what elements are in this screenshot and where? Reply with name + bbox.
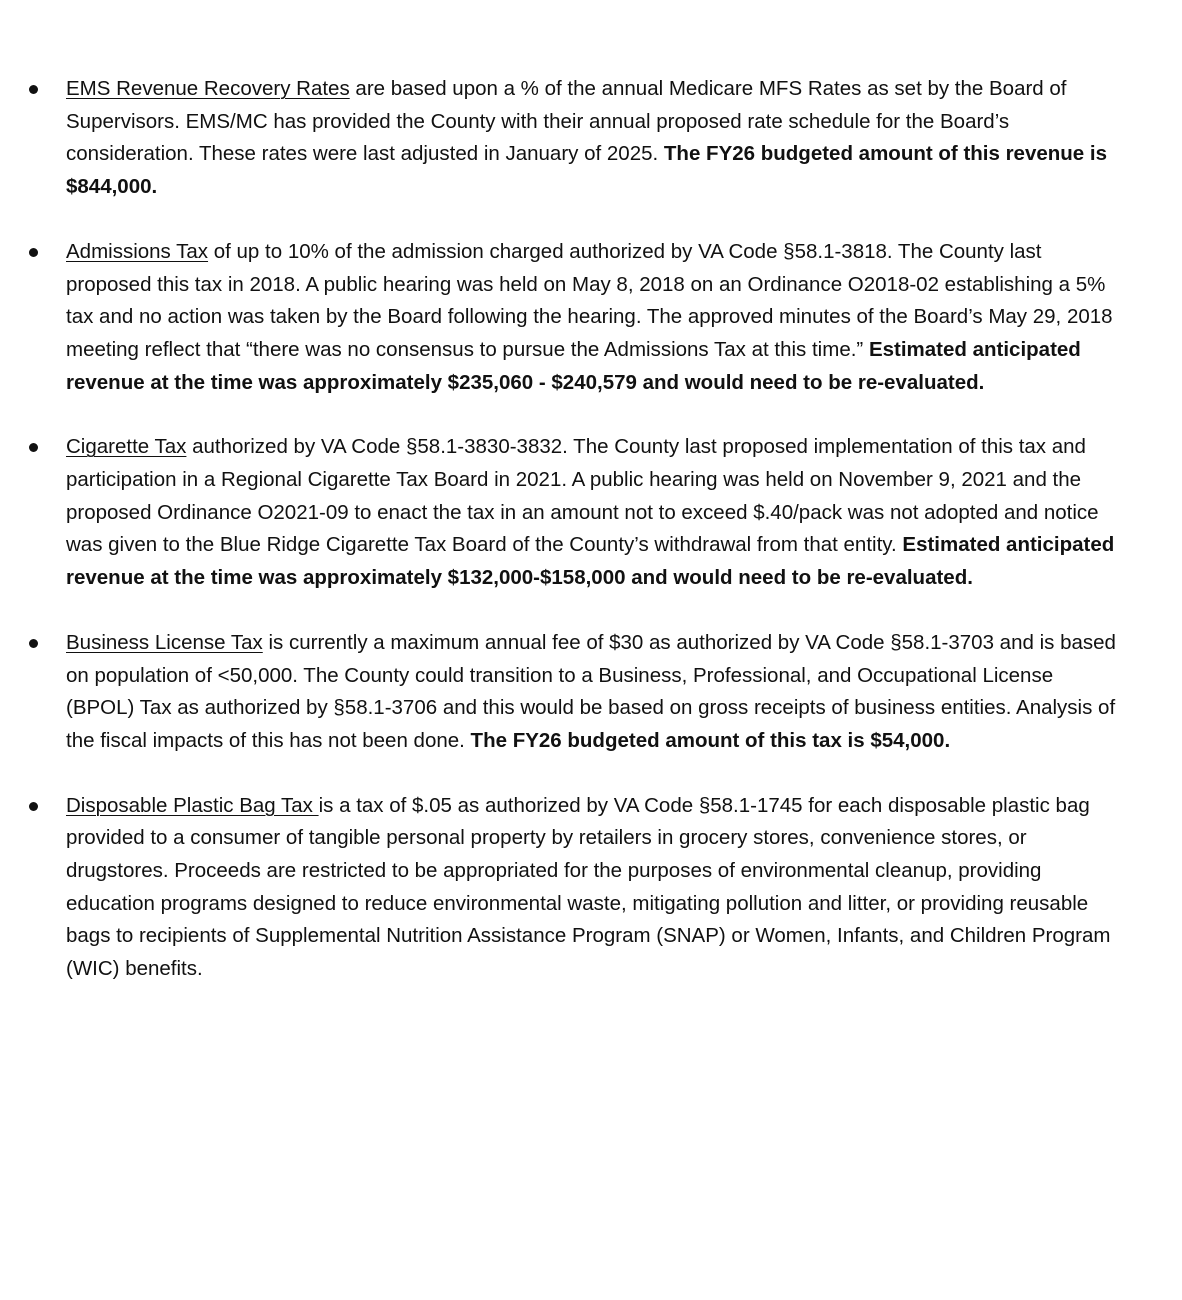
list-item-cigarette-tax xyxy=(0,431,1182,595)
item-text: is currently a maximum annual fee of $30 as authorized by VA Code §58.1-3703 and is based on population of <50,000. The County could transition to a Business, Professional, and Occupational License (BPOL) Tax as authorized by §58.1-3706 and this would be based on gross receipts of business entities. Analysis of the fiscal impacts of this has not been done. xyxy=(66,630,1116,752)
item-highlight: Estimated anticipated revenue at the time was approximately $132,000-$158,000 and would need to be re-evaluated. xyxy=(66,533,1115,590)
bullet-icon xyxy=(29,639,38,648)
bullet-icon xyxy=(29,248,38,257)
item-highlight: The FY26 budgeted amount of this tax is $54,000. xyxy=(470,728,951,752)
item-term: Admissions Tax xyxy=(66,239,209,263)
list-item-admissions-tax xyxy=(0,236,1182,400)
revenue-options-list xyxy=(0,73,1182,1018)
list-item-plastic-bag-tax xyxy=(0,790,1182,986)
bullet-icon xyxy=(29,85,38,94)
bullet-icon xyxy=(29,802,38,811)
list-item-business-license-tax xyxy=(0,627,1182,758)
item-term: Business License Tax xyxy=(66,630,263,654)
item-highlight: The FY26 budgeted amount of this revenue is $844,000. xyxy=(66,142,1107,199)
item-term: Cigarette Tax xyxy=(66,435,187,459)
item-text: authorized by VA Code §58.1-3830-3832. The County last proposed implementation of this tax and participation in a Regional Cigarette Tax Board in 2021. A public hearing was held on November 9, 2021 and the proposed Ordinance O2021-09 to enact the tax in an amount not to exceed $.40/pack was not adopted and notice was given to the Blue Ridge Cigarette Tax Board of the County’s withdrawal from that entity. xyxy=(66,435,1099,557)
item-text: are based upon a % of the annual Medicare MFS Rates as set by the Board of Supervisors. EMS/MC has provided the County with their annual proposed rate schedule for the Board’s consideration. These rates were last adjusted in January of 2025. xyxy=(66,77,1067,166)
item-text: of up to 10% of the admission charged authorized by VA Code §58.1-3818. The County last proposed this tax in 2018. A public hearing was held on May 8, 2018 on an Ordinance O2018-02 establishing a 5% tax and no action was taken by the Board following the hearing. The approved minutes of the Board’s May 29, 2018 meeting reflect that “there was no consensus to pursue the Admissions Tax at this time.” xyxy=(66,239,1113,361)
item-text: is a tax of $.05 as authorized by VA Code §58.1-1745 for each disposable plastic bag provided to a consumer of tangible personal property by retailers in grocery stores, convenience stores, or drugstores. Proceeds are restricted to be appropriated for the purposes of environmental cleanup, providing education programs designed to reduce environmental waste, mitigating pollution and litter, or providing reusable bags to recipients of Supplemental Nutrition Assistance Program (SNAP) or Women, Infants, and Children Program (WIC) benefits. xyxy=(66,793,1111,981)
list-item-ems-revenue-recovery xyxy=(0,73,1182,204)
item-term: Disposable Plastic Bag Tax xyxy=(66,793,319,817)
bullet-icon xyxy=(29,443,38,452)
item-term: EMS Revenue Recovery Rates xyxy=(66,77,350,100)
item-highlight: Estimated anticipated revenue at the time was approximately $235,060 - $240,579 and would need to be re-evaluated. xyxy=(66,337,1081,394)
